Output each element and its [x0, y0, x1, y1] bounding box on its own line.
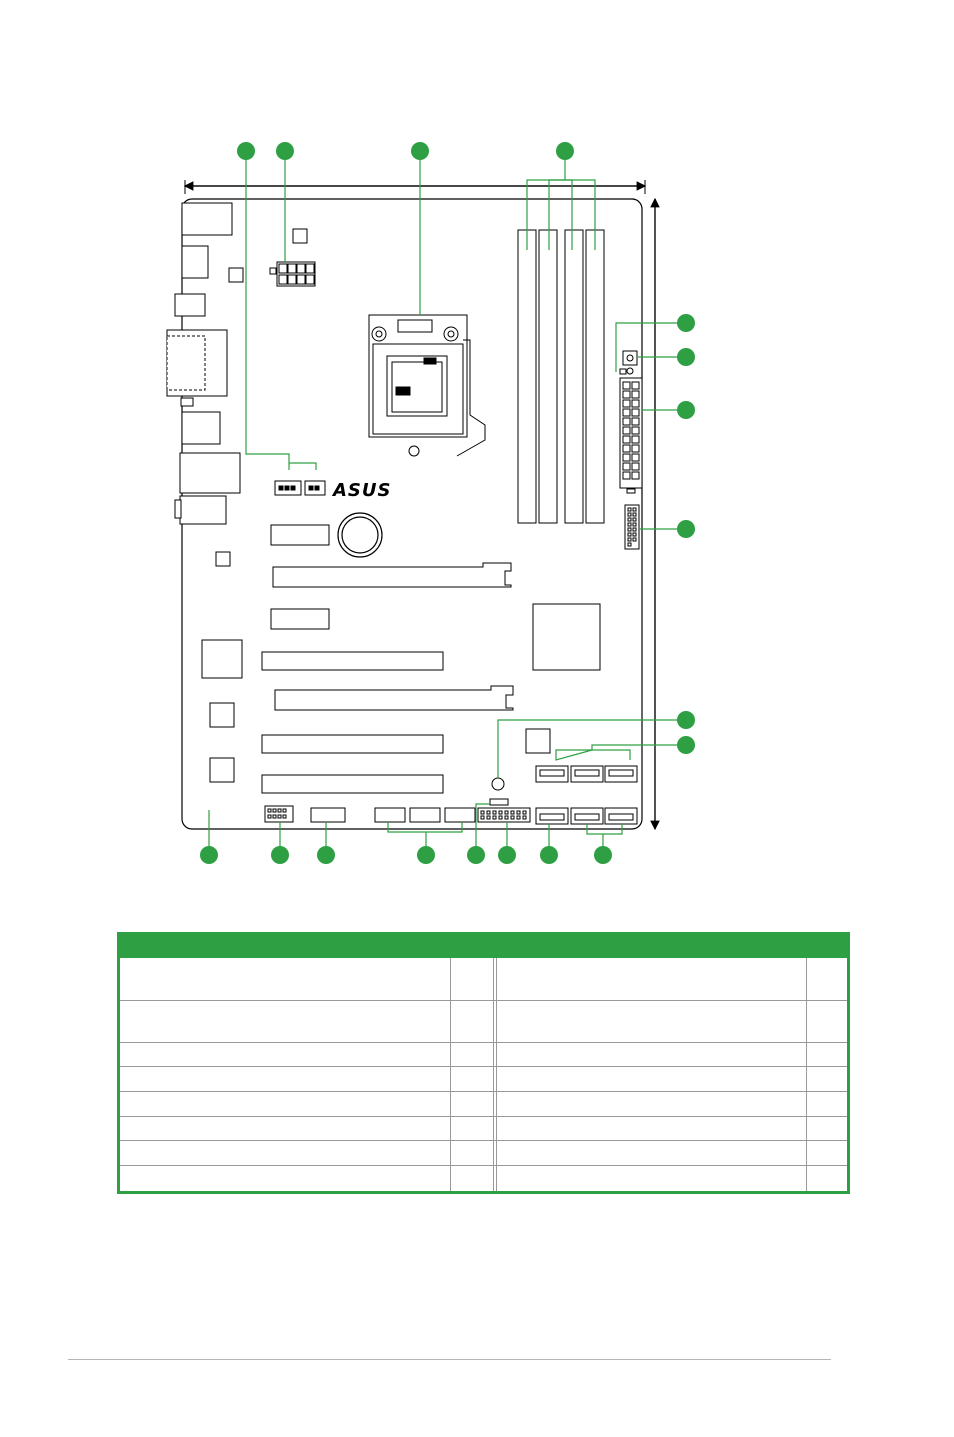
- usb3-header: [625, 505, 639, 549]
- callout-marker: [200, 846, 218, 864]
- callout-marker: [237, 142, 255, 160]
- callout-marker: [677, 736, 695, 754]
- legend-row-divider: [120, 1000, 847, 1001]
- callout-marker: [276, 142, 294, 160]
- legend-row-divider: [120, 1140, 847, 1141]
- legend-row-divider: [120, 1042, 847, 1043]
- callout-marker: [271, 846, 289, 864]
- sata-connectors: [536, 766, 637, 824]
- legend-row-divider: [120, 1116, 847, 1117]
- callout-marker: [677, 520, 695, 538]
- rear-io-ports: [167, 203, 240, 524]
- legend-column-divider: [450, 958, 451, 1191]
- page-footer-rule: [68, 1359, 831, 1360]
- legend-column-divider: [496, 958, 497, 1191]
- legend-column-divider: [493, 958, 494, 1191]
- callout-marker: [317, 846, 335, 864]
- legend-table-header: [120, 932, 847, 958]
- memok-button: [620, 351, 637, 374]
- dimm-slots: [518, 230, 604, 523]
- legend-row-divider: [120, 1165, 847, 1166]
- callout-marker: [677, 711, 695, 729]
- speaker-header: [492, 778, 504, 790]
- width-dimension-arrow: [185, 180, 645, 194]
- fan-headers: [275, 481, 325, 495]
- callout-marker: [467, 846, 485, 864]
- cmos-battery: [338, 513, 382, 557]
- callout-marker: [677, 348, 695, 366]
- bottom-headers: [265, 799, 530, 822]
- pch-chipset: [533, 604, 600, 670]
- legend-row-divider: [120, 1066, 847, 1067]
- callout-markers: [200, 142, 695, 864]
- callout-marker: [411, 142, 429, 160]
- atx-24pin-power-connector: [620, 378, 642, 493]
- callout-marker: [540, 846, 558, 864]
- asus-logo: ASUS: [333, 480, 392, 501]
- legend-row-divider: [120, 1091, 847, 1092]
- expansion-slots: [262, 525, 513, 793]
- cpu-socket: [369, 315, 485, 456]
- callout-marker: [677, 314, 695, 332]
- callout-marker: [556, 142, 574, 160]
- eatx-12v-connector: [270, 262, 315, 286]
- callout-marker: [677, 401, 695, 419]
- callout-marker: [417, 846, 435, 864]
- legend-column-divider: [806, 958, 807, 1191]
- component-legend-table: [117, 932, 850, 1194]
- callout-marker: [594, 846, 612, 864]
- callout-marker: [498, 846, 516, 864]
